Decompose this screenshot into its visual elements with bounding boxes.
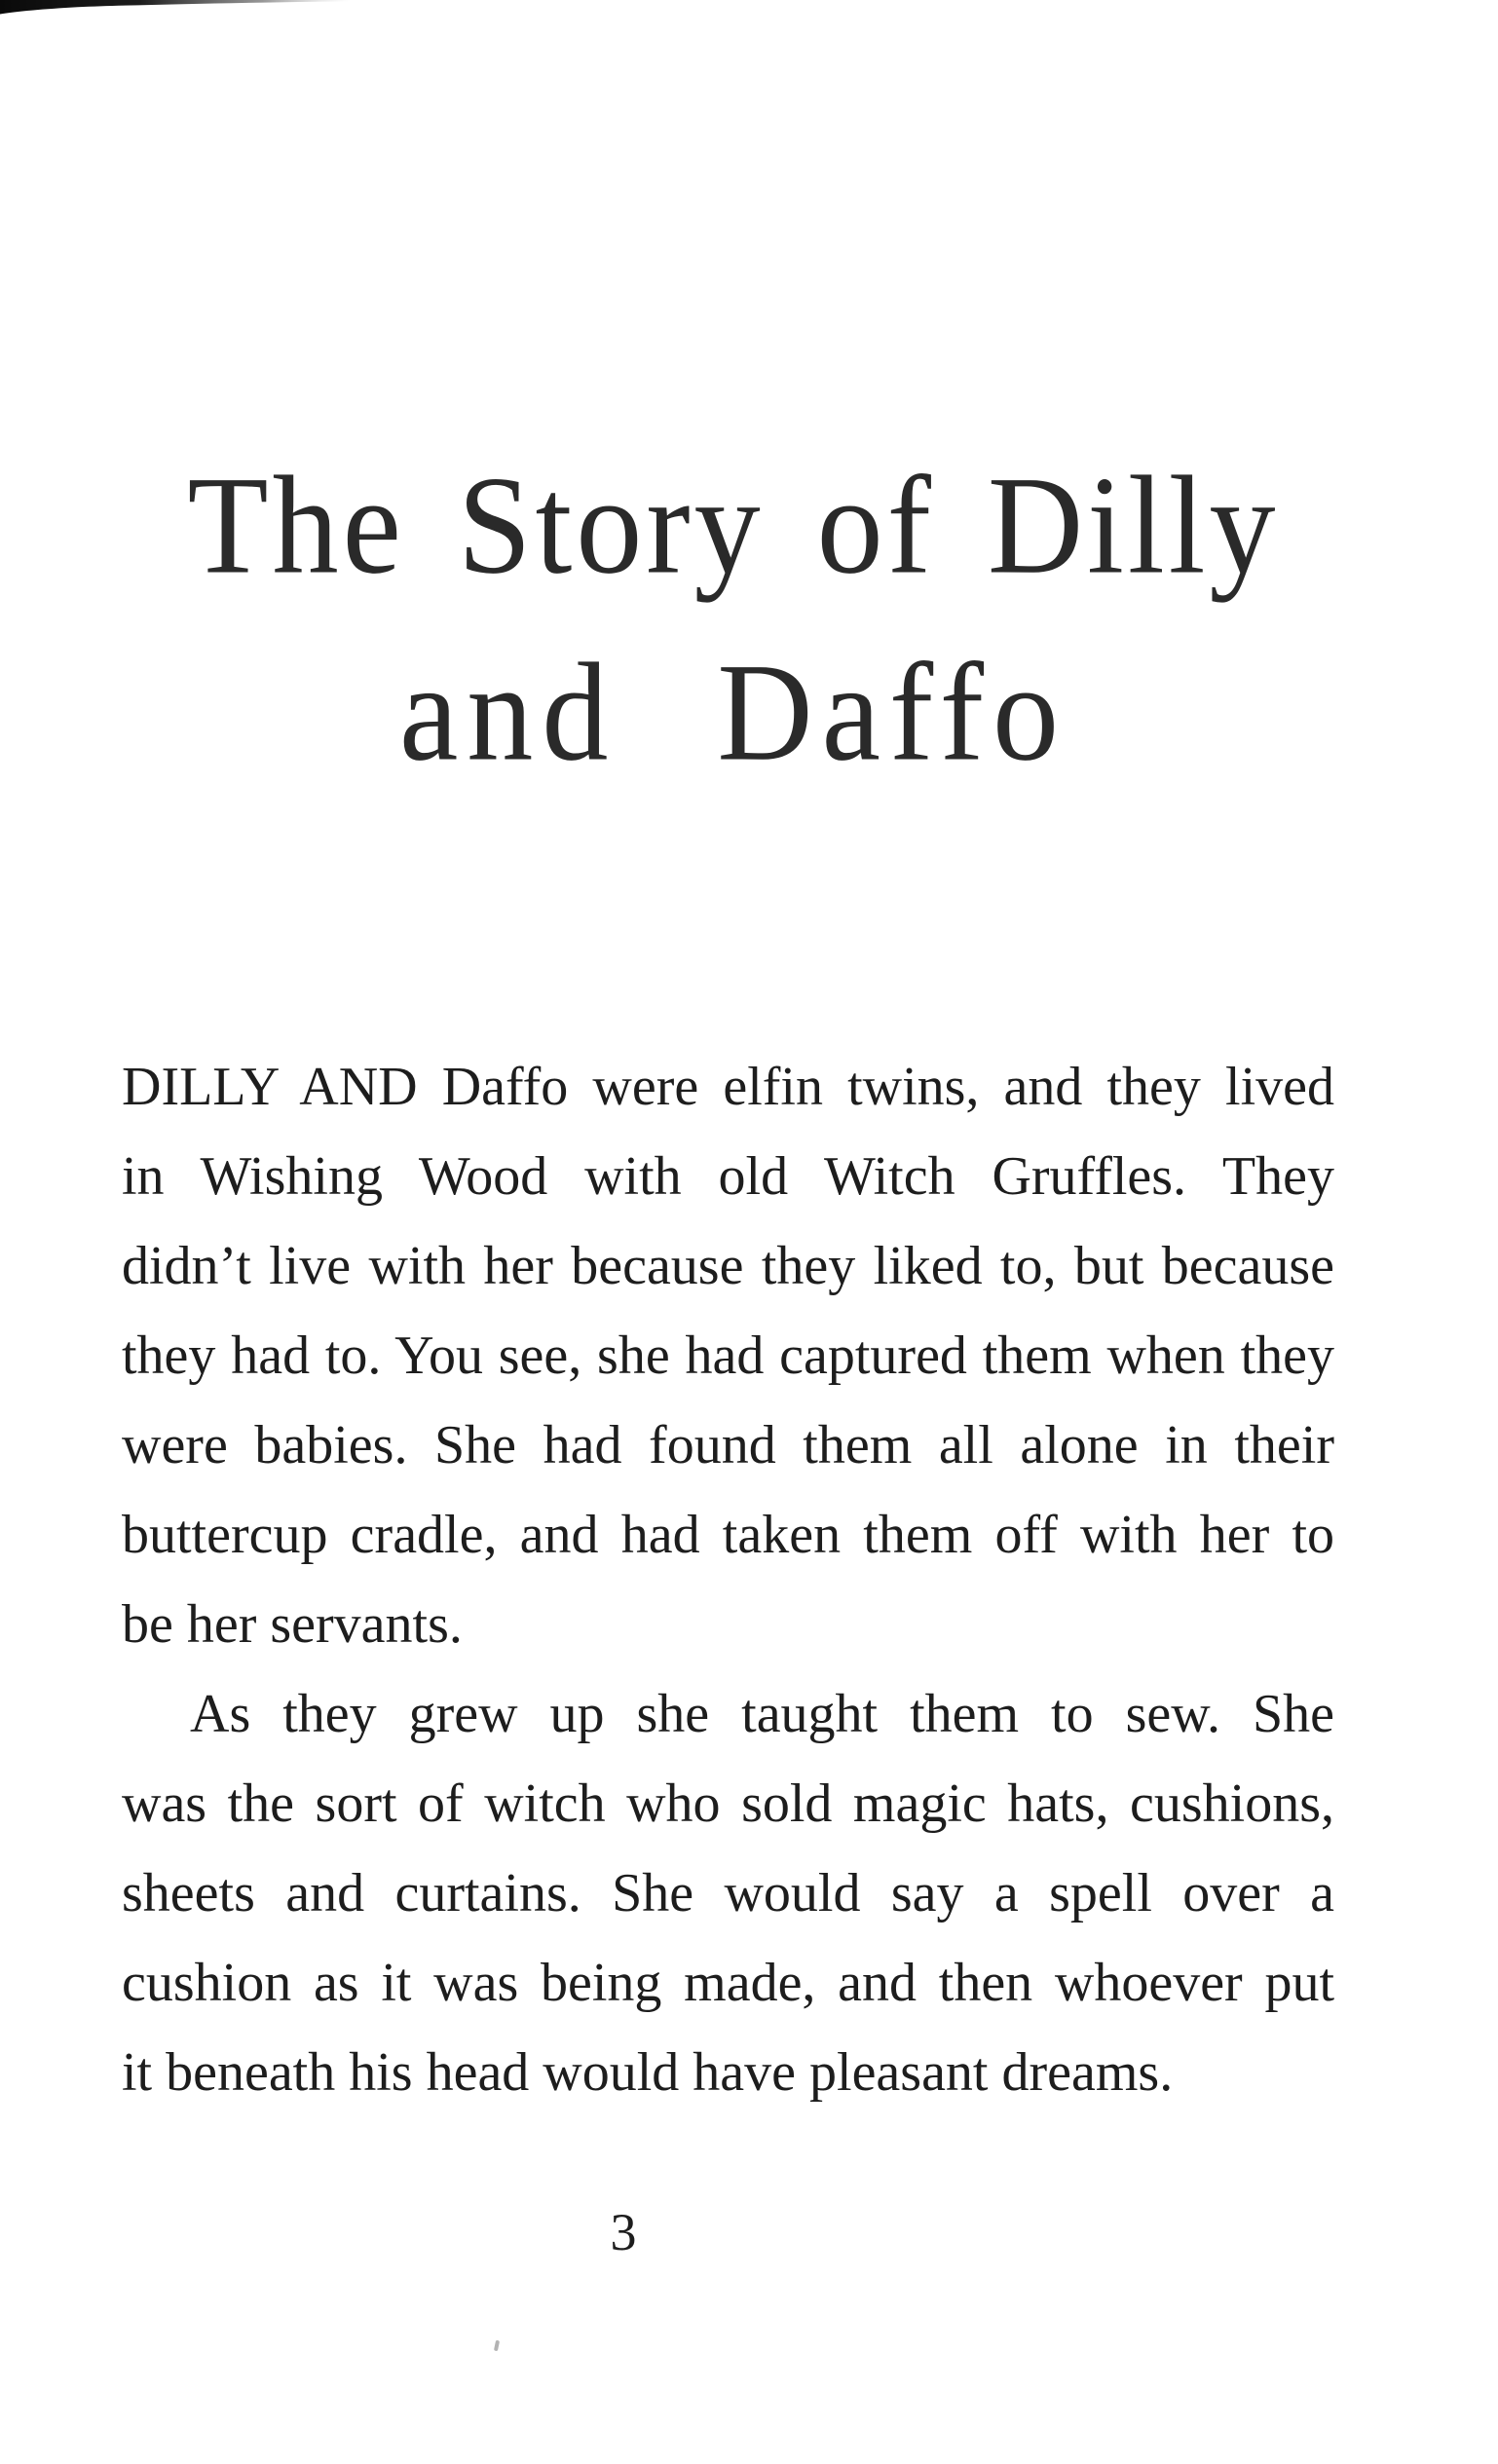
body-line: DILLY AND Daffo were elfin twins, and they lived [122,1057,1334,1117]
body-line: be her servants. [122,1594,463,1655]
page-number: 3 [610,2203,637,2261]
scan-shadow-artifact [0,0,360,21]
ink-speck-artifact [494,2340,500,2352]
story-text [122,1042,1334,2117]
body-line: it beneath his head would have pleasant dreams. [122,2042,1174,2103]
body-line: didn’t live with her because they liked to, but because [122,1236,1334,1296]
body-line: were babies. She had found them all alone in their [122,1415,1334,1475]
body-line: cushion as it was being made, and then whoever put [122,1953,1334,2013]
chapter-title-line-2: and Daffo [398,635,1068,791]
body-line: sheets and curtains. She would say a spell over a [122,1863,1334,1923]
chapter-title [0,427,1467,801]
body-line: was the sort of witch who sold magic hats, cushions, [122,1773,1334,1834]
body-line: in Wishing Wood with old Witch Gruffles. They [122,1146,1334,1207]
body-line: buttercup cradle, and had taken them off with her to [122,1505,1334,1565]
chapter-title-line-1: The Story of Dilly [187,448,1280,604]
body-line: As they grew up she taught them to sew. She [190,1684,1334,1744]
body-line: they had to. You see, she had captured them when they [122,1325,1334,1386]
